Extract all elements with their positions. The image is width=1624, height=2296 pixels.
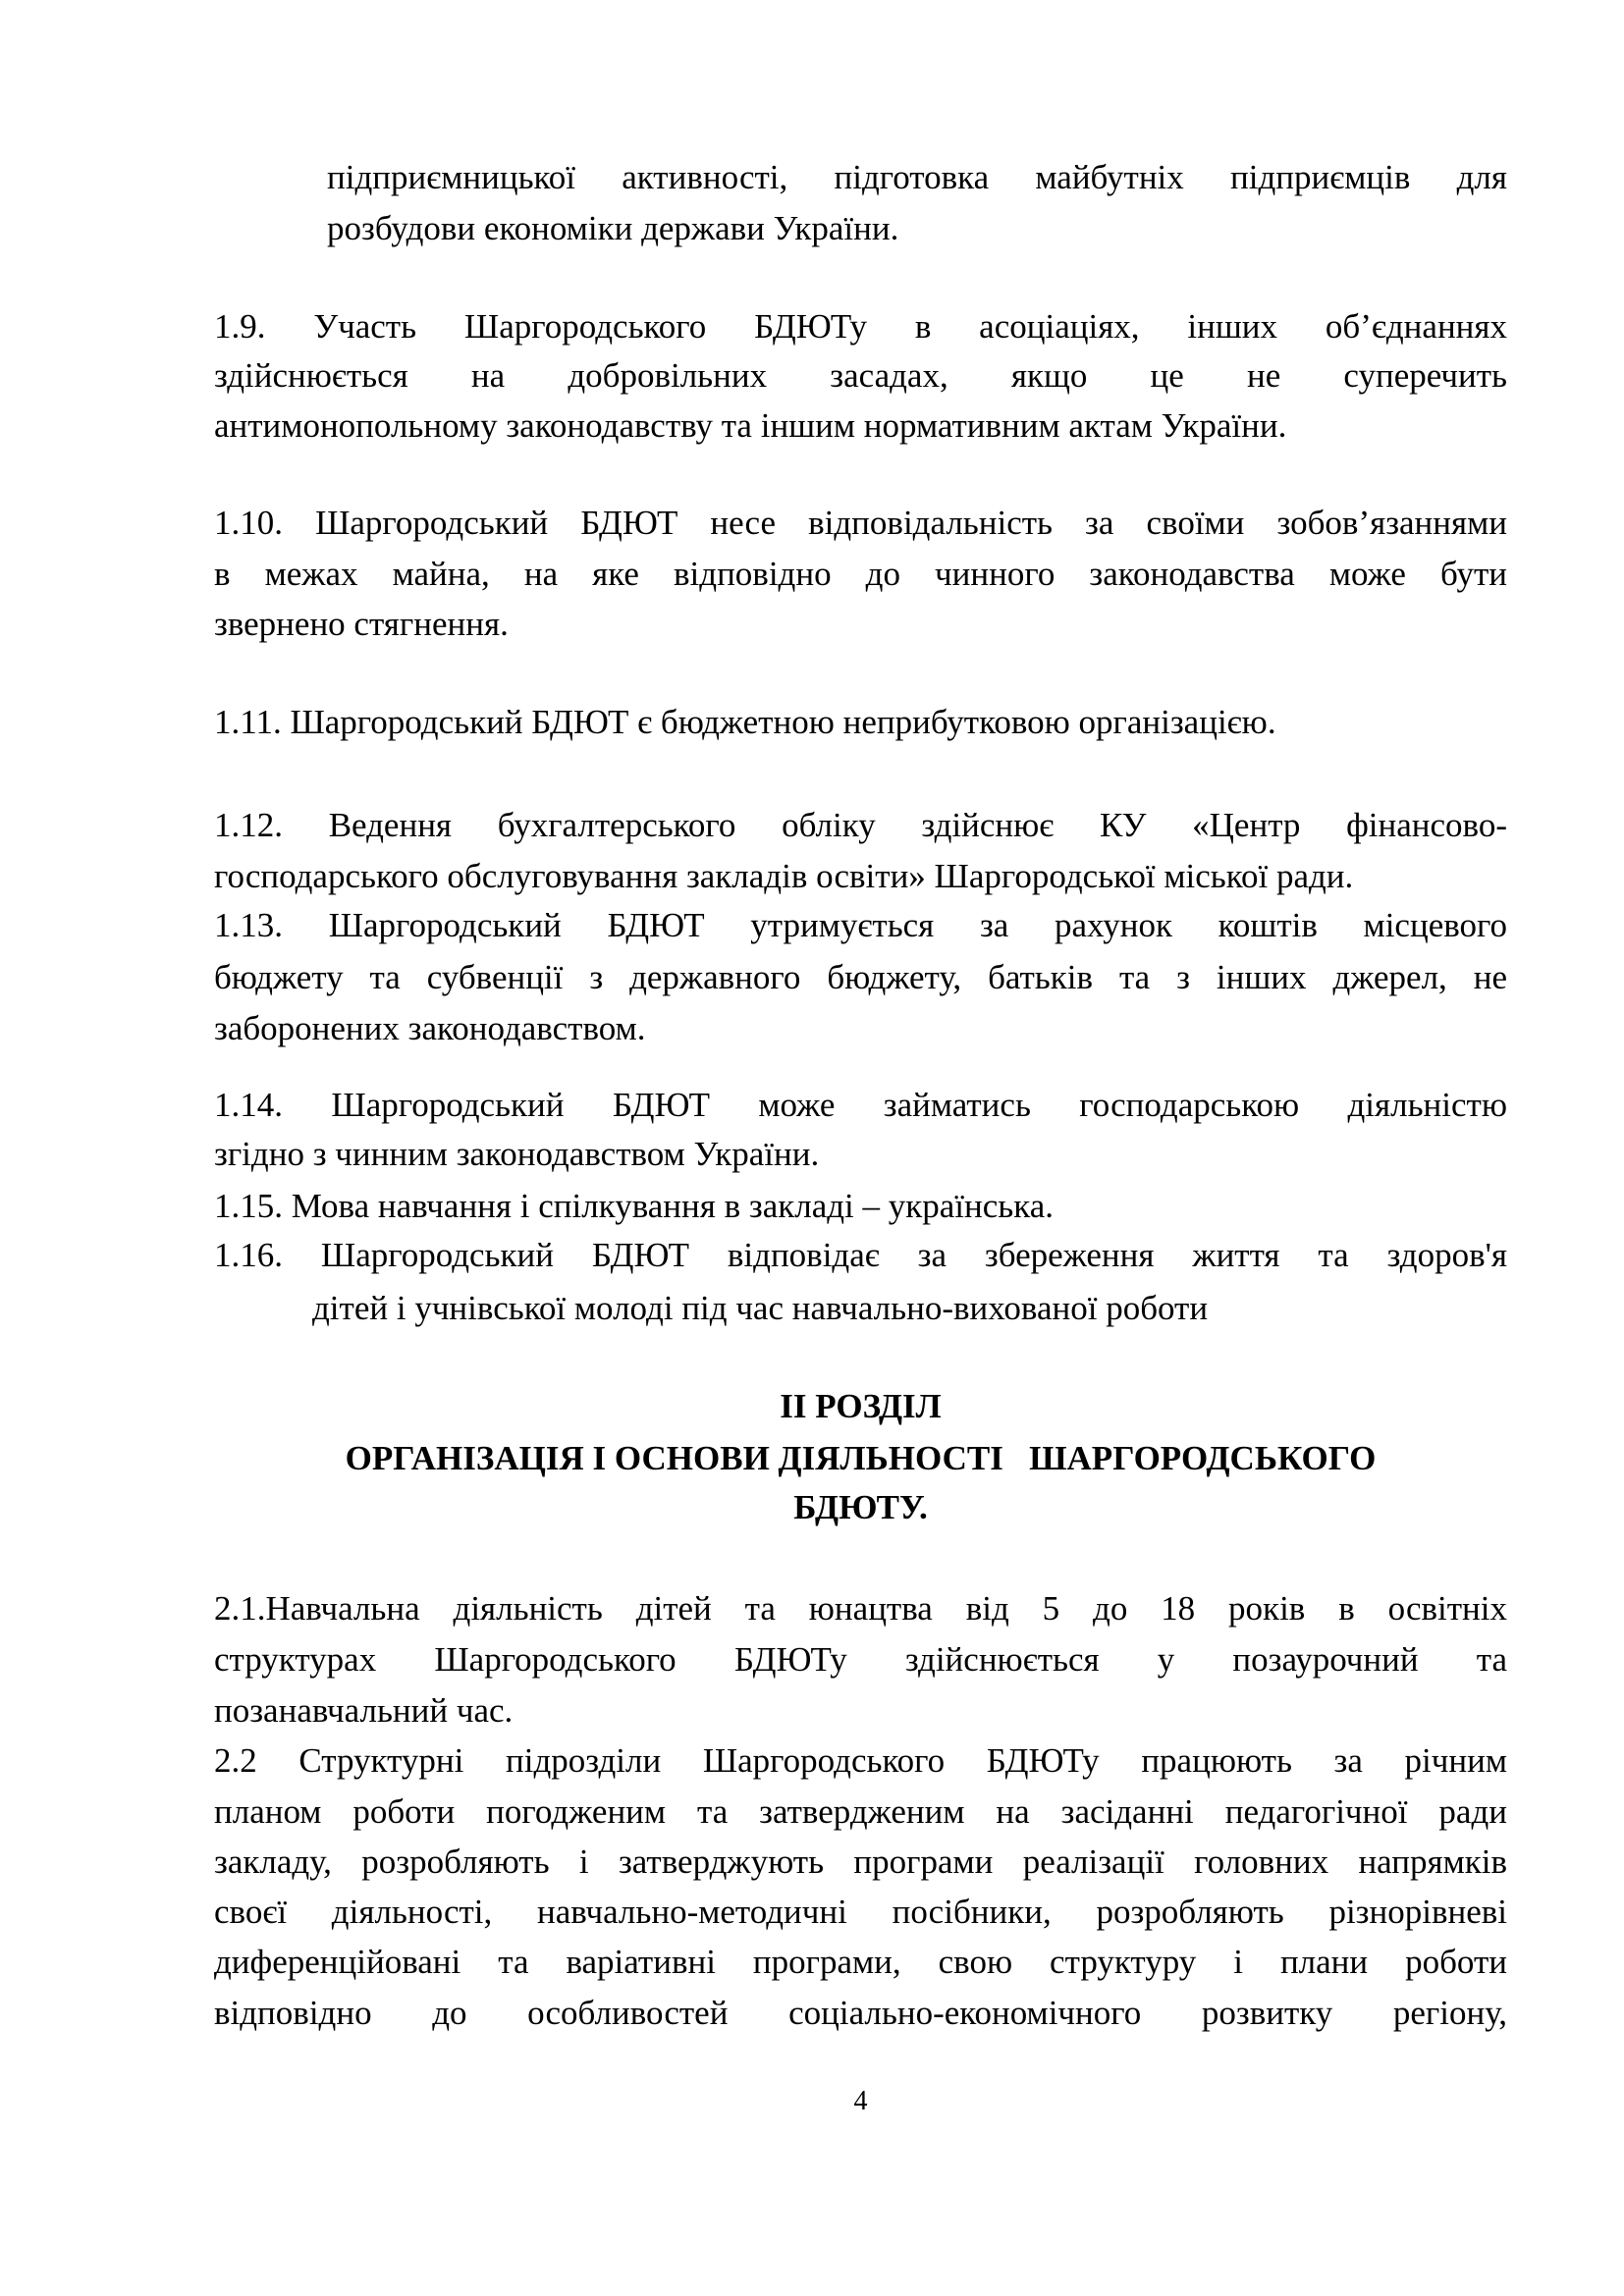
clause-2-1-line: 2.1.Навчальна діяльність дітей та юнацтва від 5 до 18 років в освітніх bbox=[214, 1589, 1507, 1628]
clause-1-11-line: 1.11. Шаргородський БДЮТ є бюджетною неприбутковою організацією. bbox=[214, 703, 1276, 741]
section-title: БДЮТУ. bbox=[793, 1488, 928, 1526]
clause-1-10-line: 1.10. Шаргородський БДЮТ несе відповідальність за своїми зобов’язаннями bbox=[214, 504, 1507, 542]
section-title: ОРГАНІЗАЦІЯ І ОСНОВИ ДІЯЛЬНОСТІ ШАРГОРОДСЬКОГО bbox=[345, 1439, 1377, 1477]
section-heading: ІІ РОЗДІЛ bbox=[780, 1387, 942, 1425]
clause-2-2-line: закладу, розробляють і затверджують програми реалізації головних напрямків bbox=[214, 1842, 1507, 1881]
clause-1-16-line: 1.16. Шаргородський БДЮТ відповідає за збереження життя та здоров'я bbox=[214, 1236, 1507, 1274]
clause-1-10-line: звернено стягнення. bbox=[214, 605, 509, 643]
clause-2-2-line: відповідно до особливостей соціально-економічного розвитку регіону, bbox=[214, 1994, 1507, 2032]
clause-1-9-line: 1.9. Участь Шаргородського БДЮТу в асоціаціях, інших об’єднаннях bbox=[214, 307, 1507, 346]
clause-1-14-line: згідно з чинним законодавством України. bbox=[214, 1135, 820, 1173]
paragraph-line: розбудови економіки держави України. bbox=[327, 209, 899, 247]
clause-1-10-line: в межах майна, на яке відповідно до чинного законодавства може бути bbox=[214, 555, 1507, 593]
page-number: 4 bbox=[853, 2086, 868, 2116]
clause-1-13-line: заборонених законодавством. bbox=[214, 1009, 646, 1047]
clause-1-16-line: дітей і учнівської молоді під час навчально-вихованої роботи bbox=[312, 1289, 1209, 1327]
clause-2-2-line: диференційовані та варіативні програми, свою структуру і плани роботи bbox=[214, 1943, 1507, 1981]
clause-2-2-line: своєї діяльності, навчально-методичні посібники, розробляють різнорівневі bbox=[214, 1893, 1507, 1931]
clause-2-2-line: 2.2 Структурні підрозділи Шаргородського БДЮТу працюють за річним bbox=[214, 1741, 1507, 1780]
clause-1-9-line: здійснюється на добровільних засадах, якщо це не суперечить bbox=[214, 356, 1507, 395]
clause-1-9-line: антимонопольному законодавству та іншим нормативним актам України. bbox=[214, 406, 1287, 445]
clause-2-1-line: структурах Шаргородського БДЮТу здійснюється у позаурочний та bbox=[214, 1640, 1507, 1679]
clause-1-15-line: 1.15. Мова навчання і спілкування в закладі – українська. bbox=[214, 1187, 1055, 1225]
paragraph-line: підприємницької активності, підготовка майбутніх підприємців для bbox=[327, 158, 1507, 196]
clause-1-13-line: 1.13. Шаргородський БДЮТ утримується за рахунок коштів місцевого bbox=[214, 906, 1507, 944]
clause-2-2-line: планом роботи погодженим та затвердженим на засіданні педагогічної ради bbox=[214, 1792, 1507, 1831]
clause-1-12-line: господарського обслуговування закладів освіти» Шаргородської міської ради. bbox=[214, 857, 1354, 895]
clause-1-13-line: бюджету та субвенції з державного бюджету, батьків та з інших джерел, не bbox=[214, 958, 1507, 996]
clause-1-14-line: 1.14. Шаргородський БДЮТ може займатись господарською діяльністю bbox=[214, 1086, 1507, 1124]
clause-1-12-line: 1.12. Ведення бухгалтерського обліку здійснює КУ «Центр фінансово- bbox=[214, 806, 1507, 844]
clause-2-1-line: позанавчальний час. bbox=[214, 1691, 514, 1730]
